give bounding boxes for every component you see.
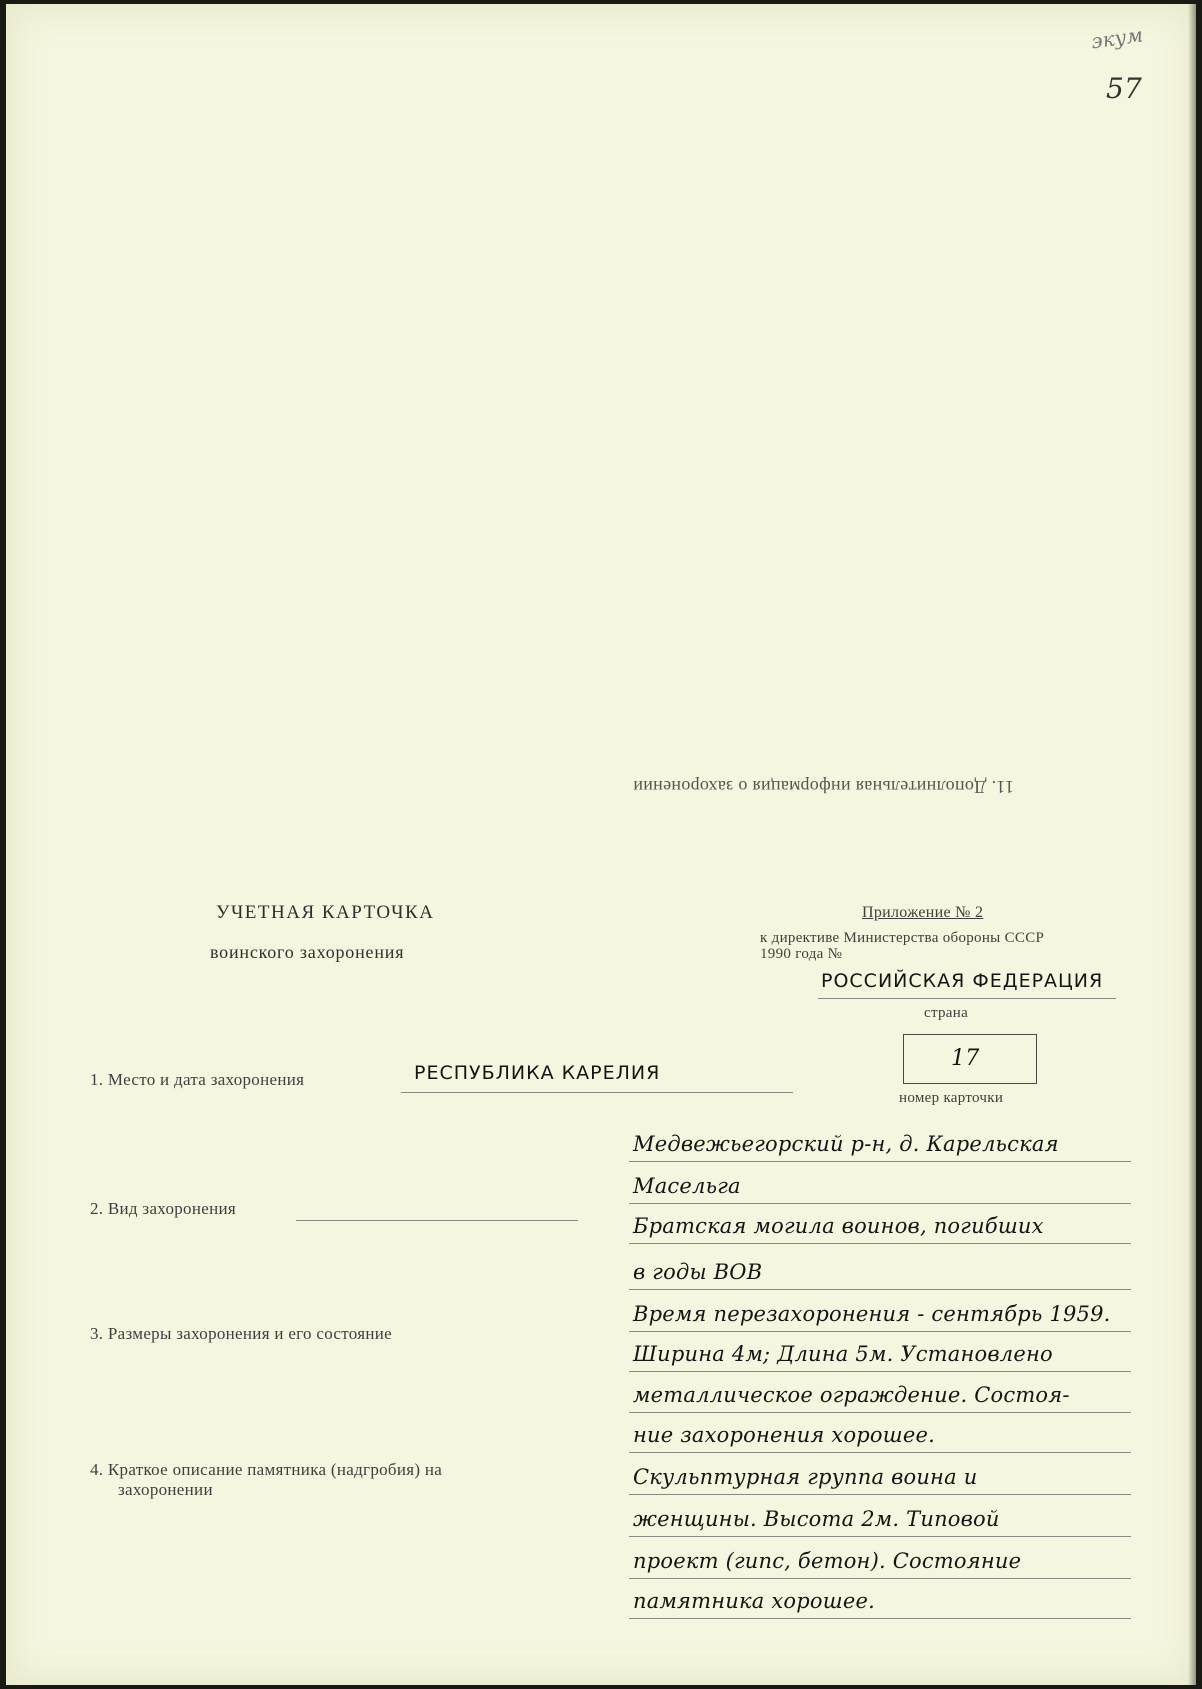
field-1-label: 1. Место и дата захоронения (90, 1070, 305, 1089)
country-value: РОССИЙСКАЯ ФЕДЕРАЦИЯ (821, 970, 1104, 992)
answer-line (629, 1618, 1131, 1619)
card-number-value: 17 (951, 1046, 980, 1071)
field-2-line (296, 1220, 578, 1221)
card-number-caption: номер карточки (899, 1090, 1004, 1106)
answer-line (629, 1578, 1131, 1579)
answer-line (629, 1161, 1131, 1162)
answer-line (629, 1289, 1131, 1290)
handwritten-line: Ширина 4м; Длина 5м. Установлено (633, 1342, 1053, 1366)
answer-line (629, 1331, 1131, 1332)
reversed-section-heading: 11. Дополнительная информация о захоронении (633, 777, 1014, 797)
answer-line (629, 1243, 1131, 1244)
field-4-label-line-2: захоронении (118, 1480, 213, 1499)
handwritten-line: Братская могила воинов, погибших (633, 1214, 1044, 1238)
handwritten-line: металлическое ограждение. Состоя- (633, 1383, 1070, 1407)
handwritten-line: проект (гипс, бетон). Состояние (633, 1549, 1022, 1573)
handwritten-line: ние захоронения хорошее. (633, 1423, 935, 1447)
directive-line-1: к директиве Министерства обороны СССР (760, 930, 1045, 946)
card-title: УЧЕТНАЯ КАРТОЧКА (216, 902, 435, 923)
handwritten-line: Время перезахоронения - сентябрь 1959. (633, 1302, 1111, 1326)
handwritten-line: Масельга (633, 1174, 741, 1198)
field-3-label: 3. Размеры захоронения и его состояние (90, 1324, 393, 1343)
country-caption: страна (924, 1005, 969, 1021)
answer-line (629, 1203, 1131, 1204)
archive-mark: экум (1089, 22, 1145, 54)
field-1-line (401, 1092, 793, 1093)
answer-line (629, 1494, 1131, 1495)
handwritten-line: Скульптурная группа воина и (633, 1465, 978, 1489)
field-2-label: 2. Вид захоронения (90, 1199, 237, 1218)
handwritten-line: женщины. Высота 2м. Типовой (633, 1507, 1000, 1531)
card-subtitle: воинского захоронения (210, 942, 405, 962)
handwritten-line: памятника хорошее. (633, 1589, 875, 1613)
appendix-label: Приложение № 2 (862, 904, 984, 921)
answer-line (629, 1536, 1131, 1537)
directive-line-2: 1990 года № (760, 946, 843, 962)
field-4-label-line-1: 4. Краткое описание памятника (надгробия) на (90, 1460, 443, 1479)
handwritten-line: в годы ВОВ (633, 1260, 763, 1284)
field-1-value: РЕСПУБЛИКА КАРЕЛИЯ (414, 1062, 661, 1084)
record-card-sheet (6, 4, 1196, 1685)
answer-line (629, 1412, 1131, 1413)
scan-edge-shadow (1188, 4, 1196, 1685)
answer-line (629, 1371, 1131, 1372)
country-line (818, 998, 1116, 999)
page-number: 57 (1106, 72, 1143, 105)
answer-line (629, 1452, 1131, 1453)
handwritten-line: Медвежьегорский р-н, д. Карельская (633, 1132, 1059, 1156)
